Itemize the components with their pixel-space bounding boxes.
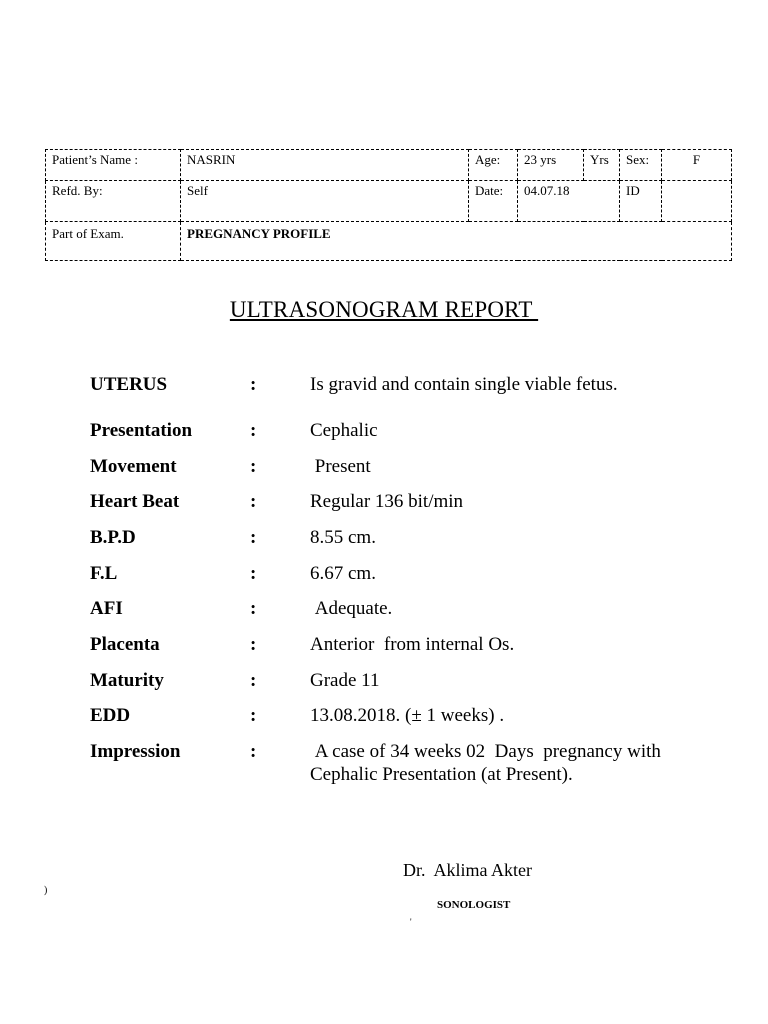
field-value: Is gravid and contain single viable fetus. (310, 374, 618, 395)
field-label: UTERUS (90, 374, 168, 395)
field-colon: : (250, 527, 257, 548)
field-label: EDD (90, 705, 131, 726)
field-value: Present (310, 456, 371, 477)
field-colon: : (250, 456, 257, 477)
refd-value: Self (181, 181, 469, 222)
field-label: Movement (90, 456, 177, 477)
margin-mark: ) (44, 885, 48, 896)
doctor-title: SONOLOGIST (437, 899, 511, 911)
field-label: Presentation (90, 420, 193, 441)
age-label: Age: (469, 150, 518, 181)
field-value: Adequate. (310, 598, 393, 619)
field-value: Grade 11 (310, 670, 380, 691)
field-colon: : (250, 563, 257, 584)
field-colon: : (250, 741, 257, 762)
exam-row (46, 222, 732, 261)
field-colon: : (250, 634, 257, 655)
field-value: Cephalic (310, 420, 378, 441)
sex-label: Sex: (620, 150, 662, 181)
field-label: Heart Beat (90, 491, 180, 512)
field-value: Regular 136 bit/min (310, 491, 464, 512)
field-value: Anterior from internal Os. (310, 634, 515, 655)
field-label: F.L (90, 563, 118, 584)
patient-info-table (45, 149, 732, 261)
field-label: Placenta (90, 634, 160, 655)
field-colon: : (250, 374, 257, 395)
referral-row (46, 181, 732, 222)
patient-info-row (46, 150, 732, 181)
date-label: Date: (469, 181, 518, 222)
field-colon: : (250, 491, 257, 512)
exam-label: Part of Exam. (46, 222, 181, 261)
exam-value: PREGNANCY PROFILE (181, 222, 732, 261)
field-value: 8.55 cm. (310, 527, 376, 548)
doctor-name: Dr. Aklima Akter (403, 860, 532, 880)
field-label: Impression (90, 741, 181, 762)
age-value: 23 yrs (518, 150, 584, 181)
id-label: ID (620, 181, 662, 222)
date-value: 04.07.18 (518, 181, 620, 222)
field-value: 13.08.2018. (± 1 weeks) . (310, 705, 505, 726)
field-value: A case of 34 weeks 02 Days pregnancy with Cephalic Presentation (at Present). (310, 741, 666, 785)
field-value: 6.67 cm. (310, 563, 376, 584)
patient-name-value: NASRIN (181, 150, 469, 181)
field-colon: : (250, 670, 257, 691)
field-colon: : (250, 705, 257, 726)
id-value (662, 181, 732, 222)
report-title (0, 297, 768, 323)
field-colon: : (250, 598, 257, 619)
refd-label: Refd. By: (46, 181, 181, 222)
age-unit: Yrs (584, 150, 620, 181)
report-title-text: ULTRASONOGRAM REPORT (229, 297, 539, 322)
field-label: AFI (90, 598, 123, 619)
sex-value: F (662, 150, 732, 181)
field-label: B.P.D (90, 527, 136, 548)
field-label: Maturity (90, 670, 164, 691)
tick-mark: ' (410, 917, 412, 927)
field-colon: : (250, 420, 257, 441)
patient-name-label: Patient’s Name : (46, 150, 181, 181)
